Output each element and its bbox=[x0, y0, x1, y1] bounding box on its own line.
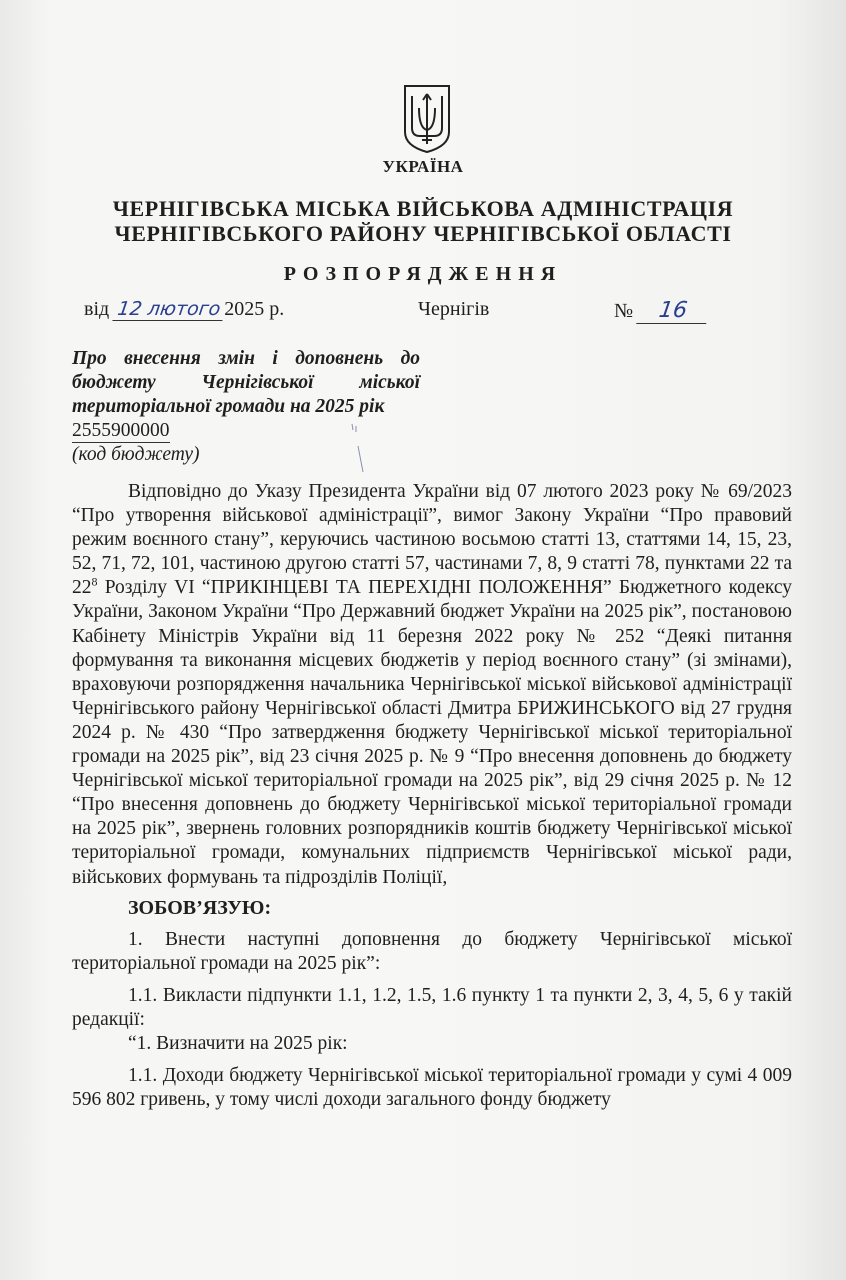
trident-emblem-icon bbox=[402, 84, 452, 154]
country-title: УКРАЇНА bbox=[382, 157, 464, 176]
number-sign: № bbox=[614, 300, 634, 322]
date-field bbox=[84, 298, 284, 321]
quote-item-1: “1. Визначити на 2025 рік: bbox=[128, 1033, 348, 1055]
pen-mark bbox=[348, 420, 368, 480]
date-prefix: від bbox=[84, 298, 110, 320]
oblige-heading: ЗОБОВ’ЯЗУЮ: bbox=[128, 896, 272, 919]
preamble-paragraph bbox=[72, 480, 792, 890]
subject-line: бюджету Чернігівської міської bbox=[72, 372, 420, 393]
org-name-line1: ЧЕРНІГІВСЬКА МІСЬКА ВІЙСЬКОВА АДМІНІСТРАЦІЯ bbox=[112, 196, 734, 221]
subject-line: територіальної громади на 2025 рік bbox=[72, 396, 385, 417]
item-1: 1. Внести наступні доповнення до бюджету Чернігівської міської територіальної громади на 2025 рік”: bbox=[72, 928, 792, 974]
subject-line: Про внесення змін і доповнень до bbox=[72, 348, 420, 369]
budget-code-label: (код бюджету) bbox=[72, 444, 200, 465]
document-type: РОЗПОРЯДЖЕННЯ bbox=[283, 263, 563, 285]
org-name-line2: ЧЕРНІГІВСЬКОГО РАЙОНУ ЧЕРНІГІВСЬКОЇ ОБЛАСТІ bbox=[114, 221, 732, 246]
item-1-1: 1.1. Викласти підпункти 1.1, 1.2, 1.5, 1.6 пункту 1 та пункти 2, 3, 4, 5, 6 у такій редакції: bbox=[72, 984, 792, 1030]
date-year: 2025 р. bbox=[224, 298, 285, 320]
preamble-superscript: 8 bbox=[91, 574, 98, 589]
handwritten-number: 16 bbox=[636, 298, 710, 324]
city-name: Чернігів bbox=[418, 298, 490, 320]
handwritten-date: 12 лютого bbox=[113, 298, 226, 321]
quote-item-1-1: 1.1. Доходи бюджету Чернігівської міської територіальної громади у сумі 4 009 596 802 гривень, у тому числі доходи загального фонду бюджету bbox=[72, 1065, 792, 1111]
preamble-text-a: Відповідно до Указу Президента України від 07 лютого 2023 року № 69/2023 “Про утворення військової адміністрації”, вимог Закону України “Про правовий режим воєнного стану”, керуючись частиною восьмою статті 13, статтями 14, 15, 23, 52, 71, 72, 101, частиною другою статті 57, частинами 7, 8, 9 статті 78, пунктами 22 та 22 bbox=[72, 481, 792, 599]
document-body bbox=[72, 480, 792, 1112]
number-field bbox=[614, 298, 708, 324]
preamble-text-b: Розділу VI “ПРИКІНЦЕВІ ТА ПЕРЕХІДНІ ПОЛОЖЕННЯ” Бюджетного кодексу України, Законом України “Про Державний бюджет України на 2025 рік”, постановою Кабінету Міністрів України від 11 березня 2022 року № 252 “Деякі питання формування та виконання місцевих бюджетів у період воєнного стану” (зі змінами), враховуючи розпорядження начальника Чернігівської міської військової адміністрації Чернігівського району Чернігівської області Дмитра БРИЖИНСЬКОГО від 27 грудня 2024 р. № 430 “Про затвердження бюджету Чернігівської міської територіальної громади на 2025 рік”, від 23 січня 2025 р. № 9 “Про внесення доповнень до бюджету Чернігівської міської територіальної громади на 2025 рік”, від 29 січня 2025 р. № 12 “Про внесення доповнень до бюджету Чернігівської міської територіальної громади на 2025 рік”, звернень головних розпорядників коштів бюджету Чернігівської міської територіальної громади, комунальних підприємств Чернігівської міської ради, військових формувань та підрозділів Поліції, bbox=[72, 577, 792, 888]
budget-code: 2555900000 bbox=[72, 420, 170, 441]
